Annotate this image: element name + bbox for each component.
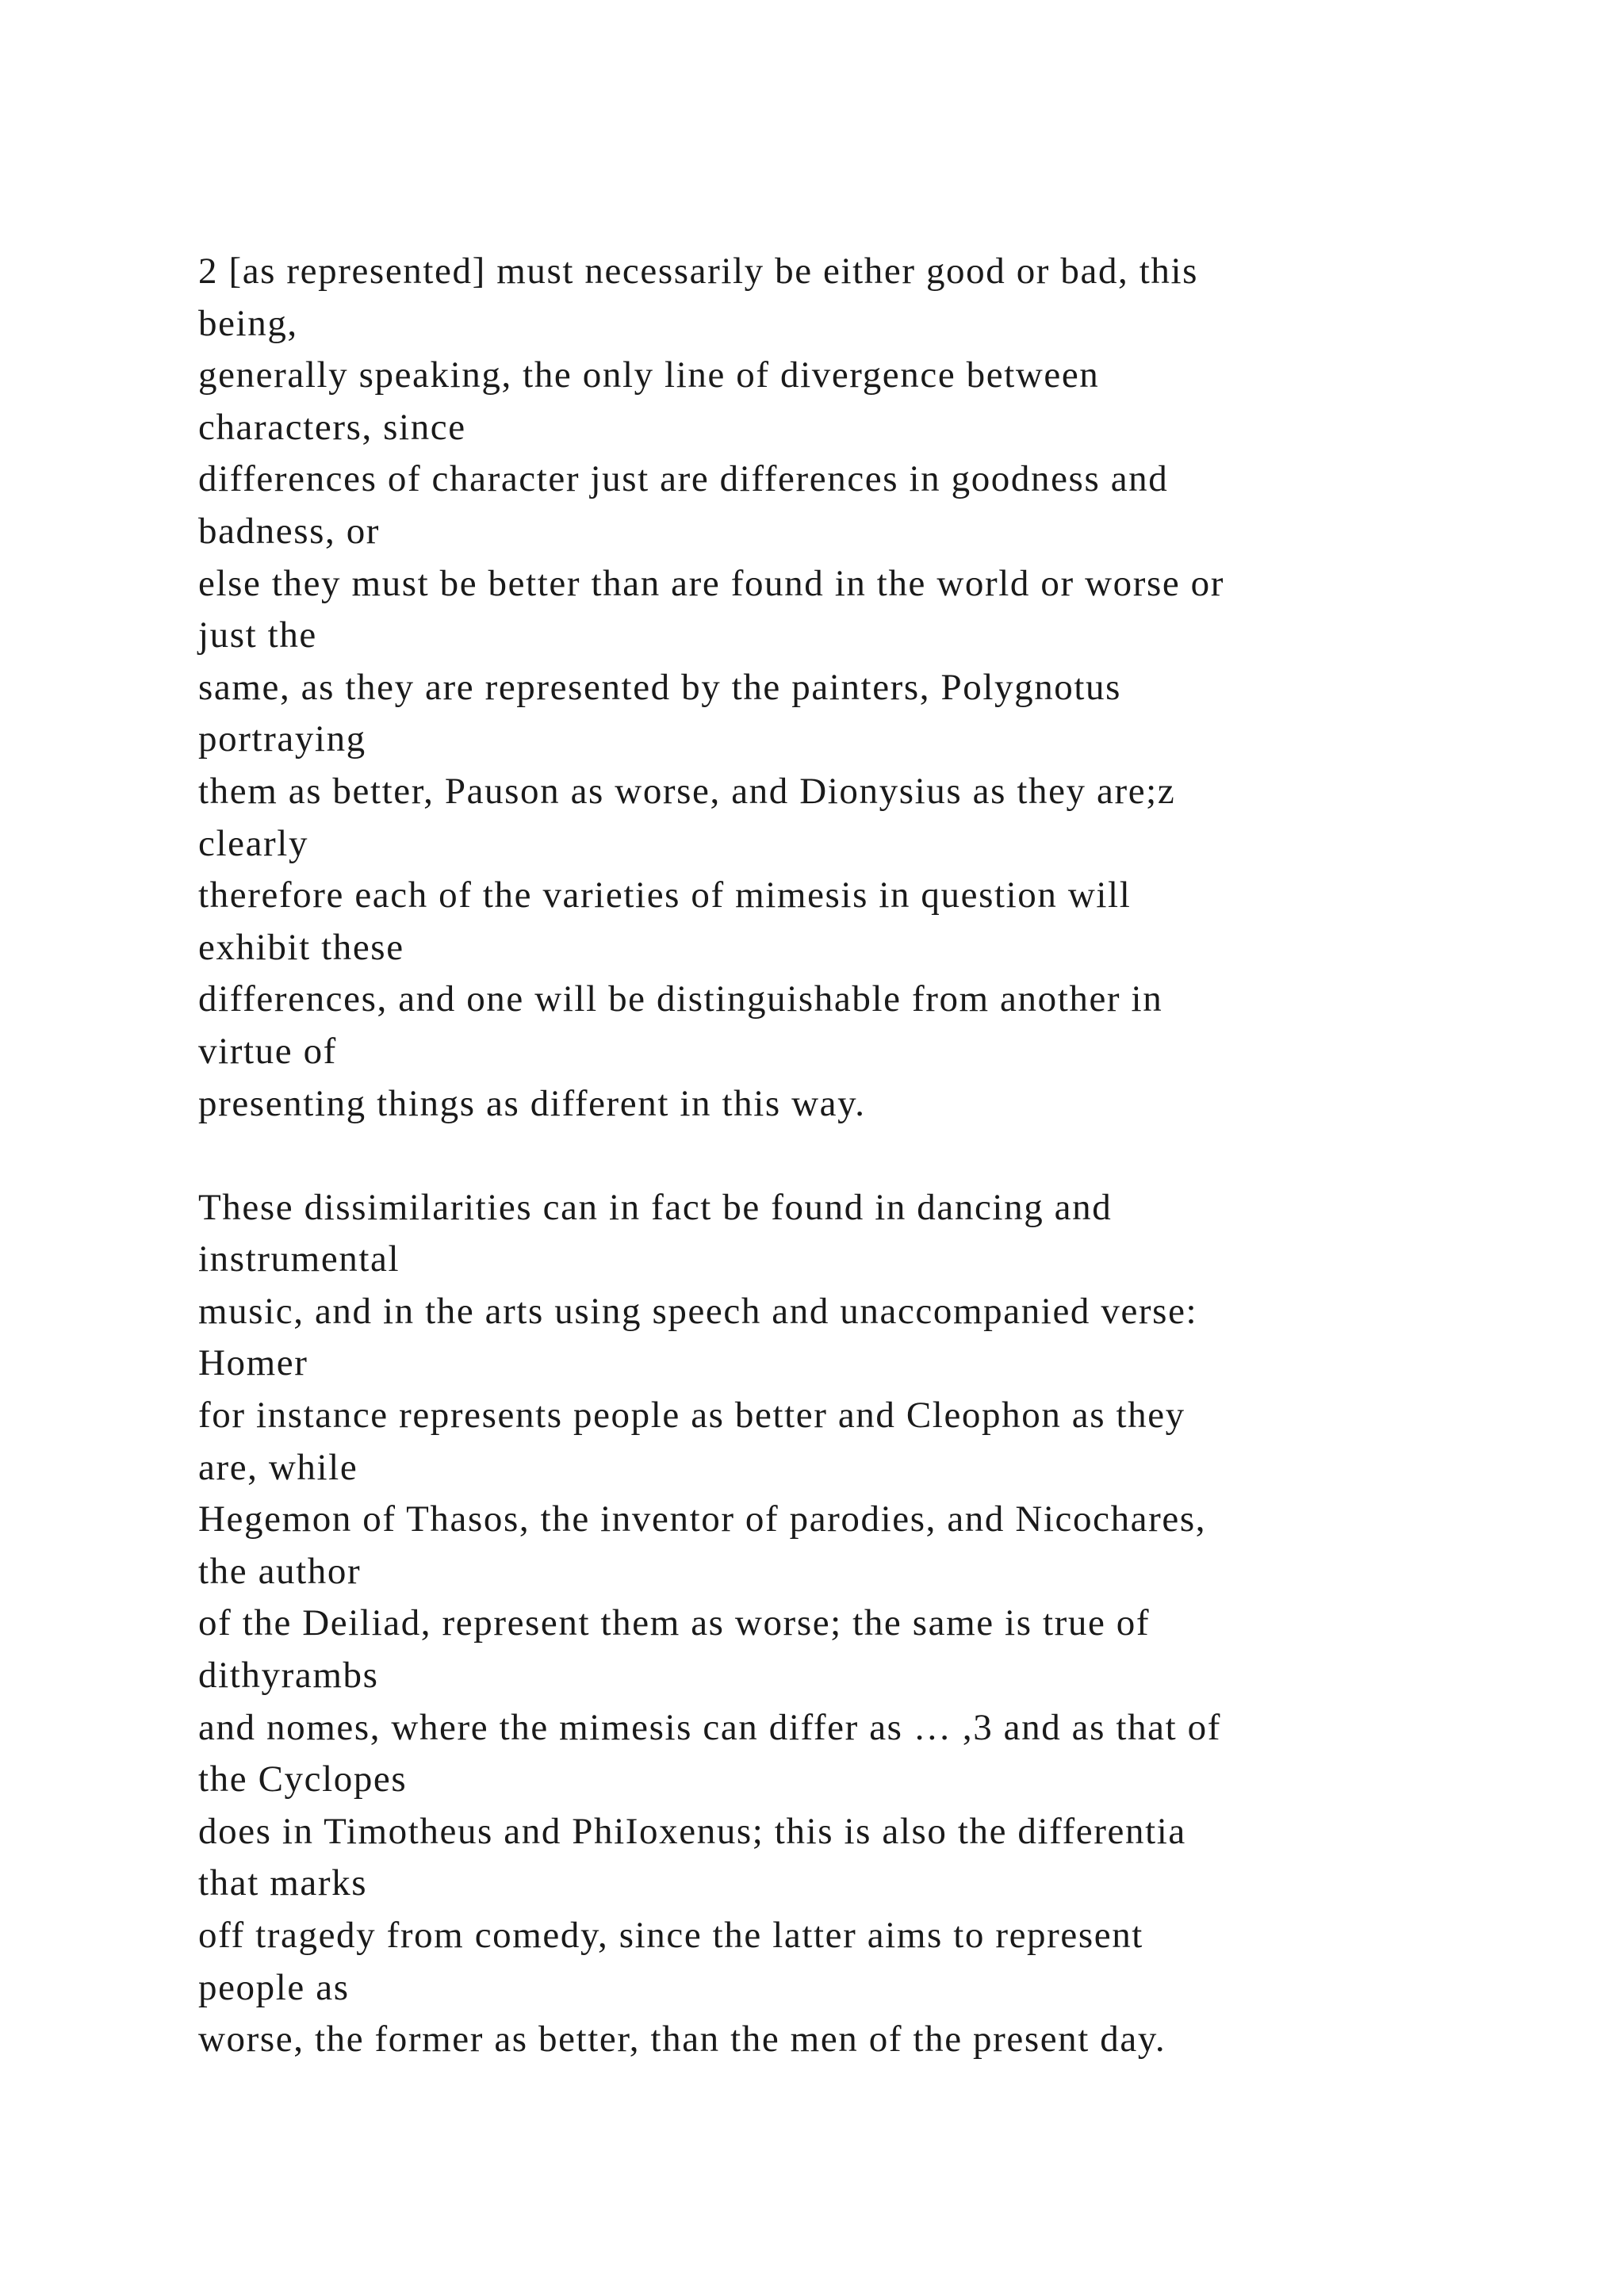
text-line: worse, the former as better, than the men of the present day. — [198, 2019, 1166, 2061]
text-line: for instance represents people as better and Cleophon as they — [198, 1395, 1185, 1437]
text-line: These dissimilarities can in fact be found in dancing and — [198, 1186, 1113, 1228]
text-line: are, while — [198, 1446, 358, 1488]
text-line: and nomes, where the mimesis can differ as … ,3 and as that of — [198, 1706, 1221, 1748]
text-line: clearly — [198, 822, 309, 864]
text-line: just the — [198, 614, 317, 656]
paragraph-1 — [198, 246, 1507, 1130]
text-line: 2 [as represented] must necessarily be either good or bad, this — [198, 251, 1199, 292]
text-line: differences of character just are differences in goodness and — [198, 458, 1169, 500]
text-line: that marks — [198, 1862, 368, 1904]
text-line: badness, or — [198, 510, 381, 552]
text-line: exhibit these — [198, 926, 404, 968]
body-text — [198, 246, 1507, 2066]
paragraph-gap — [198, 1130, 1507, 1182]
paragraph-2 — [198, 1182, 1507, 2066]
text-line: Homer — [198, 1342, 308, 1384]
text-line: characters, since — [198, 406, 466, 448]
text-line: instrumental — [198, 1238, 400, 1280]
text-line: else they must be better than are found in the world or worse or — [198, 562, 1225, 604]
text-line: people as — [198, 1966, 350, 2008]
text-line: the Cyclopes — [198, 1758, 408, 1800]
text-line: same, as they are represented by the painters, Polygnotus — [198, 666, 1122, 708]
text-line: dithyrambs — [198, 1655, 379, 1697]
text-line: of the Deiliad, represent them as worse; the same is true of — [198, 1602, 1151, 1644]
text-line: music, and in the arts using speech and unaccompanied verse: — [198, 1290, 1198, 1332]
text-line: does in Timotheus and PhiIoxenus; this is also the differentia — [198, 1810, 1186, 1852]
text-line: differences, and one will be distinguishable from another in — [198, 978, 1163, 1020]
text-line: Hegemon of Thasos, the inventor of parodies, and Nicochares, — [198, 1498, 1207, 1540]
text-line: presenting things as different in this way. — [198, 1082, 866, 1124]
text-line: off tragedy from comedy, since the latter aims to represent — [198, 1915, 1143, 1956]
text-line: generally speaking, the only line of divergence between — [198, 354, 1100, 396]
text-line: the author — [198, 1550, 362, 1592]
text-line: virtue of — [198, 1030, 337, 1072]
text-line: being, — [198, 302, 298, 344]
text-line: therefore each of the varieties of mimesis in question will — [198, 874, 1132, 916]
text-line: portraying — [198, 718, 366, 760]
text-line: them as better, Pauson as worse, and Dionysius as they are;z — [198, 770, 1176, 812]
